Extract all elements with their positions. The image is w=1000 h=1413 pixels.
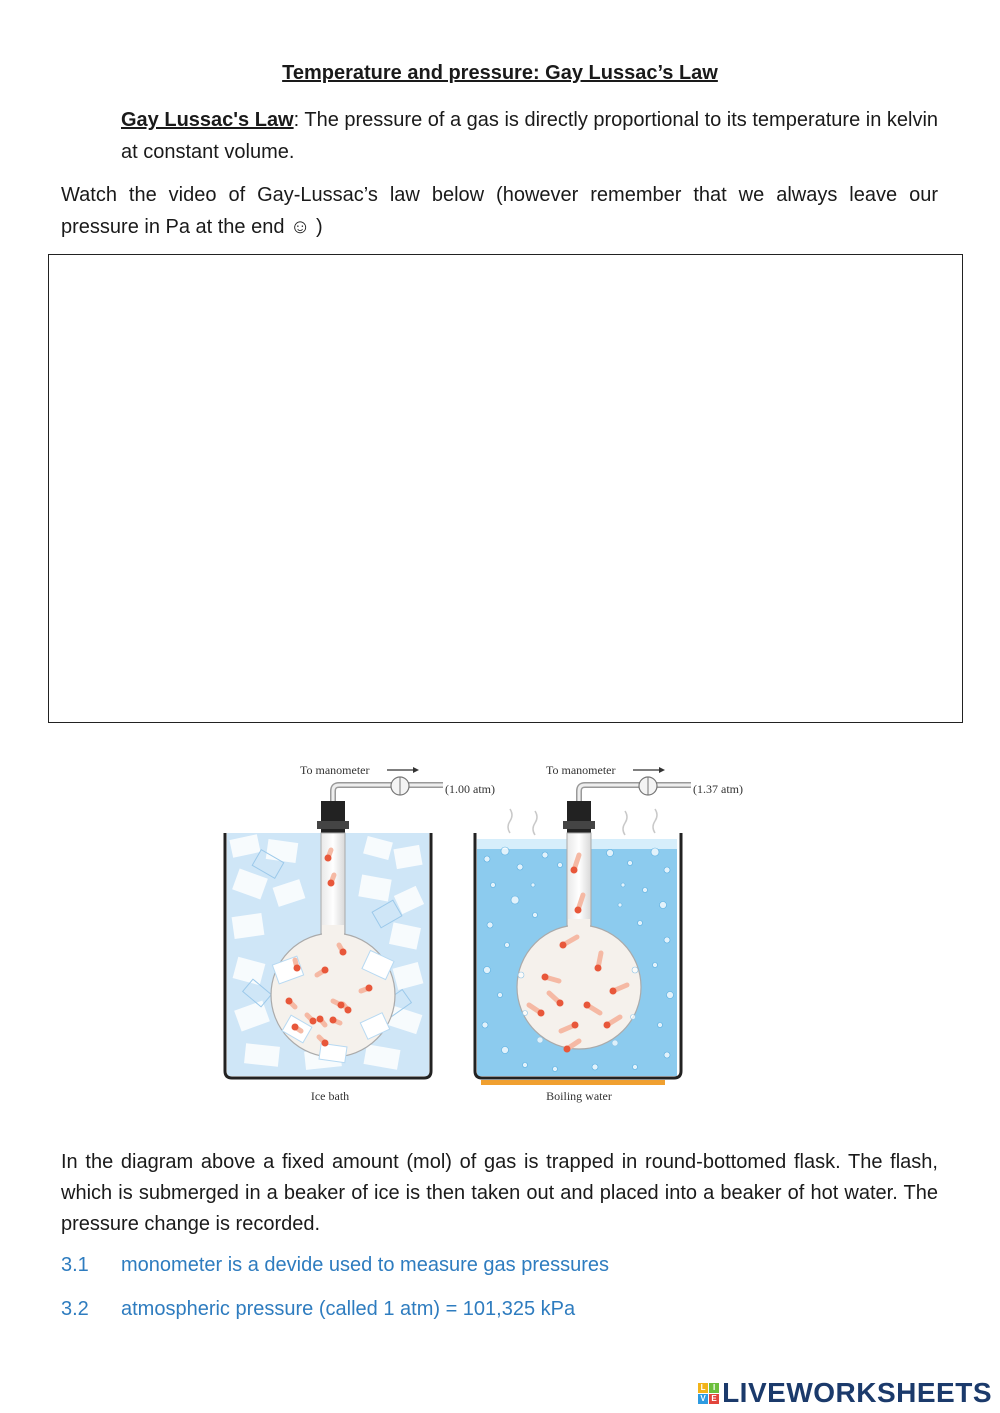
video-embed-frame[interactable] — [48, 254, 963, 723]
note-item — [61, 1298, 575, 1321]
right-stopper — [567, 801, 591, 835]
left-pressure-label: (1.00 atm) — [445, 782, 495, 796]
video-instruction: Watch the video of Gay-Lussac’s law below (however remember that we always leave our pressure in Pa at the end ☺ ) — [61, 184, 938, 238]
ice-bath-setup — [225, 763, 495, 1103]
gay-lussac-diagram — [215, 755, 775, 1110]
law-term: Gay Lussac's Law — [121, 109, 294, 131]
note-number: 3.1 — [61, 1254, 89, 1276]
boiling-water-caption: Boiling water — [546, 1089, 612, 1103]
law-definition — [121, 104, 938, 168]
left-pipe — [333, 785, 443, 803]
left-flask-bulb — [271, 933, 395, 1057]
left-arrow-head-icon — [413, 767, 419, 773]
law-text: : The pressure of a gas is directly proportional to its temperature in kelvin at constant volume. — [121, 109, 939, 163]
note-text: monometer is a devide used to measure gas pressures — [121, 1254, 610, 1276]
logo-text: LIVEWORKSHEETS — [722, 1377, 992, 1408]
diagram-description: In the diagram above a fixed amount (mol) of gas is trapped in round-bottomed flask. The flash, which is submerged in a beaker of ice is then taken out and placed into a beaker of hot water. The pressure change is recorded. — [61, 1151, 938, 1235]
note-item — [61, 1254, 609, 1277]
heater-plate — [481, 1080, 665, 1085]
right-pipe — [579, 785, 691, 803]
logo-mark-icon: L I V E — [698, 1383, 719, 1404]
liveworksheets-logo[interactable] — [698, 1377, 992, 1409]
boiling-water-setup — [475, 763, 743, 1103]
note-text: atmospheric pressure (called 1 atm) = 101,325 kPa — [121, 1298, 576, 1320]
left-stopper — [321, 801, 345, 835]
ice-bath-caption: Ice bath — [310, 1089, 350, 1103]
page-title: Temperature and pressure: Gay Lussac’s Law — [282, 62, 718, 84]
left-manometer-label: To manometer — [300, 763, 370, 777]
note-number: 3.2 — [61, 1298, 89, 1320]
right-arrow-head-icon — [659, 767, 665, 773]
right-pressure-label: (1.37 atm) — [693, 782, 743, 796]
right-manometer-label: To manometer — [546, 763, 616, 777]
